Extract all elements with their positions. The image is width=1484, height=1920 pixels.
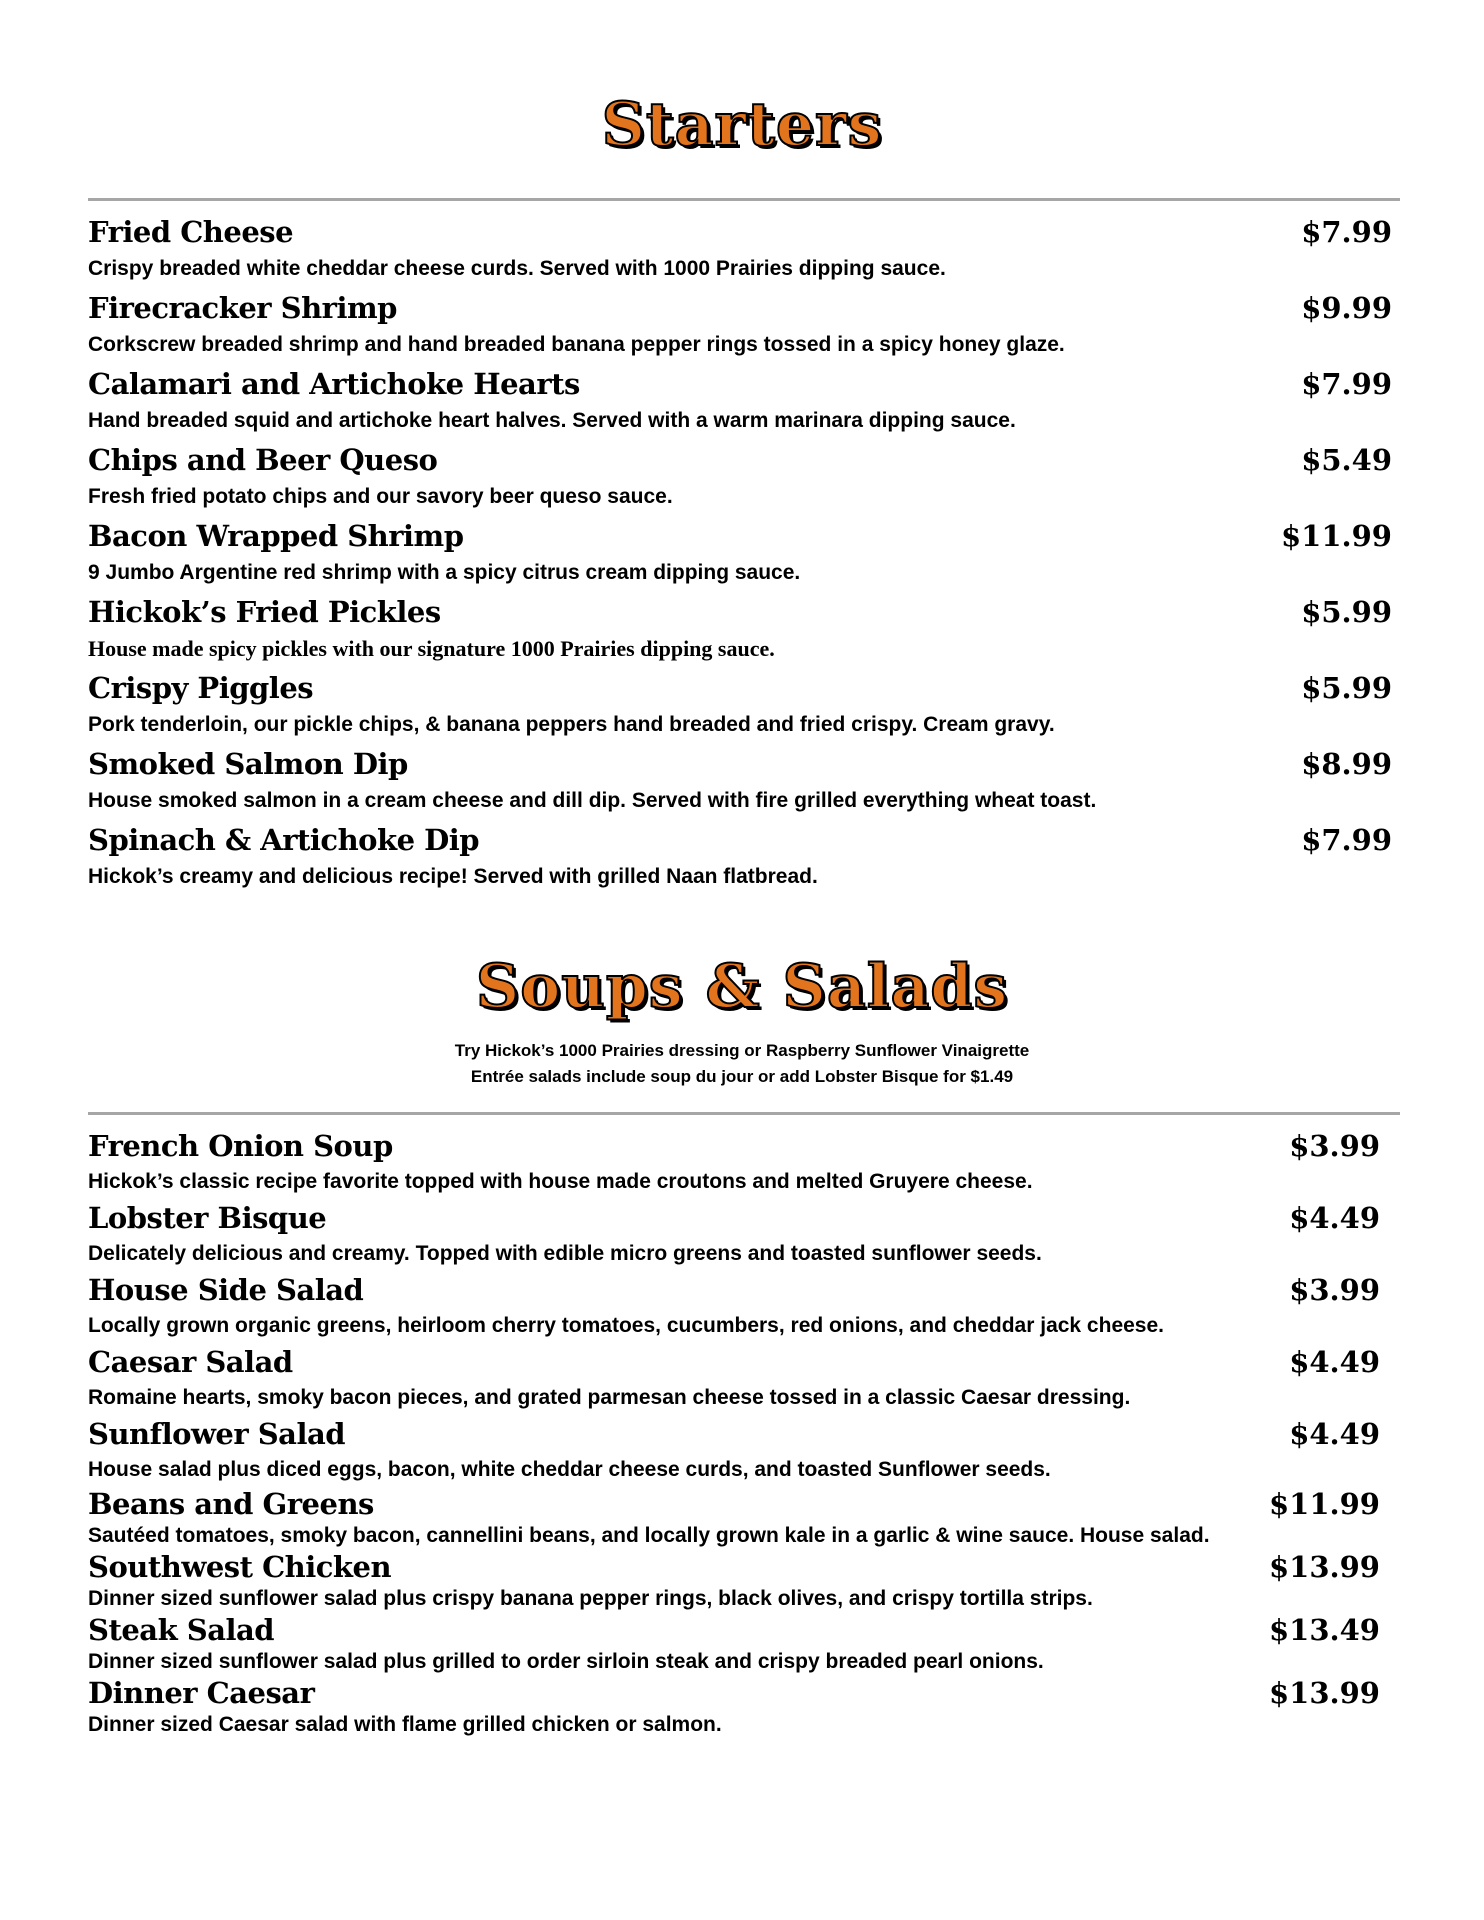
- item-price: $9.99: [1301, 291, 1392, 325]
- item-description: House made spicy pickles with our signature 1000 Prairies dipping sauce.: [88, 636, 775, 661]
- item-name: Chips and Beer Queso: [88, 443, 438, 477]
- menu-item: [88, 1270, 1400, 1342]
- starters-divider: [88, 198, 1400, 201]
- item-price: $4.49: [1289, 1345, 1380, 1379]
- item-description: Hickok’s creamy and delicious recipe! Served with grilled Naan flatbread.: [88, 865, 818, 888]
- menu-item: [88, 440, 1400, 516]
- item-price: $13.49: [1269, 1613, 1380, 1647]
- item-name: Spinach & Artichoke Dip: [88, 823, 480, 857]
- menu-item: [88, 1126, 1400, 1198]
- item-price: $7.99: [1301, 367, 1392, 401]
- item-price: $4.49: [1289, 1201, 1380, 1235]
- menu-item: [88, 288, 1400, 364]
- item-price: $5.99: [1301, 595, 1392, 629]
- item-name: Sunflower Salad: [88, 1417, 346, 1451]
- item-name: Beans and Greens: [88, 1487, 374, 1521]
- item-price: $13.99: [1269, 1550, 1380, 1584]
- soups-salads-title: Soups & Salads: [475, 952, 1009, 1022]
- soups-salads-list: [88, 1126, 1400, 1738]
- item-description: Locally grown organic greens, heirloom cherry tomatoes, cucumbers, red onions, and cheddar jack cheese.: [88, 1314, 1164, 1337]
- item-price: $5.99: [1301, 671, 1392, 705]
- item-price: $7.99: [1301, 215, 1392, 249]
- item-description: Romaine hearts, smoky bacon pieces, and grated parmesan cheese tossed in a classic Caesar dressing.: [88, 1386, 1131, 1409]
- menu-item: [88, 1675, 1400, 1738]
- entree-note-line: Entrée salads include soup du jour or add Lobster Bisque for $1.49: [470, 1067, 1014, 1086]
- item-name: Smoked Salmon Dip: [88, 747, 408, 781]
- item-name: Hickok’s Fried Pickles: [88, 595, 441, 629]
- item-name: Dinner Caesar: [88, 1676, 315, 1710]
- menu-item: [88, 592, 1400, 668]
- menu-item: [88, 212, 1400, 288]
- item-description: Dinner sized Caesar salad with flame grilled chicken or salmon.: [88, 1713, 722, 1736]
- item-description: Sautéed tomatoes, smoky bacon, cannellini beans, and locally grown kale in a garlic & wine sauce. House salad.: [88, 1524, 1210, 1547]
- item-name: Lobster Bisque: [88, 1201, 327, 1235]
- dressing-note: [0, 1038, 1484, 1090]
- item-price: $13.99: [1269, 1676, 1380, 1710]
- item-price: $3.99: [1289, 1273, 1380, 1307]
- item-description: Hickok’s classic recipe favorite topped with house made croutons and melted Gruyere cheese.: [88, 1170, 1033, 1193]
- menu-item: [88, 1486, 1400, 1549]
- item-description: Dinner sized sunflower salad plus grilled to order sirloin steak and crispy breaded pearl onions.: [88, 1650, 1044, 1673]
- item-description: House smoked salmon in a cream cheese and dill dip. Served with fire grilled everything wheat toast.: [88, 789, 1097, 812]
- soups-salads-divider: [88, 1112, 1400, 1115]
- item-name: Southwest Chicken: [88, 1550, 392, 1584]
- item-name: Steak Salad: [88, 1613, 275, 1647]
- item-price: $8.99: [1301, 747, 1392, 781]
- item-price: $11.99: [1269, 1487, 1380, 1521]
- item-name: Fried Cheese: [88, 215, 294, 249]
- item-price: $3.99: [1289, 1129, 1380, 1163]
- menu-item: [88, 820, 1400, 896]
- menu-item: [88, 1342, 1400, 1414]
- item-description: Pork tenderloin, our pickle chips, & banana peppers hand breaded and fried crispy. Cream gravy.: [88, 713, 1055, 736]
- menu-item: [88, 1414, 1400, 1486]
- item-description: House salad plus diced eggs, bacon, white cheddar cheese curds, and toasted Sunflower seeds.: [88, 1458, 1051, 1481]
- item-name: Calamari and Artichoke Hearts: [88, 367, 580, 401]
- item-description: Dinner sized sunflower salad plus crispy banana pepper rings, black olives, and crispy tortilla strips.: [88, 1587, 1093, 1610]
- item-name: Firecracker Shrimp: [88, 291, 397, 325]
- menu-item: [88, 1198, 1400, 1270]
- menu-item: [88, 1612, 1400, 1675]
- menu-item: [88, 364, 1400, 440]
- item-name: Bacon Wrapped Shrimp: [88, 519, 464, 553]
- menu-item: [88, 668, 1400, 744]
- item-price: $7.99: [1301, 823, 1392, 857]
- menu-item: [88, 1549, 1400, 1612]
- item-price: $5.49: [1301, 443, 1392, 477]
- menu-item: [88, 516, 1400, 592]
- item-description: Hand breaded squid and artichoke heart halves. Served with a warm marinara dipping sauce.: [88, 409, 1016, 432]
- item-price: $11.99: [1281, 519, 1392, 553]
- item-price: $4.49: [1289, 1417, 1380, 1451]
- item-description: Corkscrew breaded shrimp and hand breaded banana pepper rings tossed in a spicy honey glaze.: [88, 333, 1065, 356]
- item-name: Crispy Piggles: [88, 671, 314, 705]
- dressing-note-line: Try Hickok’s 1000 Prairies dressing or Raspberry Sunflower Vinaigrette: [454, 1041, 1030, 1060]
- starters-list: [88, 212, 1400, 896]
- item-description: Delicately delicious and creamy. Topped with edible micro greens and toasted sunflower seeds.: [88, 1242, 1042, 1265]
- item-description: 9 Jumbo Argentine red shrimp with a spicy citrus cream dipping sauce.: [88, 561, 801, 584]
- item-name: House Side Salad: [88, 1273, 364, 1307]
- menu-item: [88, 744, 1400, 820]
- starters-title: Starters: [601, 90, 883, 160]
- item-description: Crispy breaded white cheddar cheese curds. Served with 1000 Prairies dipping sauce.: [88, 257, 946, 280]
- item-name: Caesar Salad: [88, 1345, 293, 1379]
- item-description: Fresh fried potato chips and our savory beer queso sauce.: [88, 485, 673, 508]
- item-name: French Onion Soup: [88, 1129, 393, 1163]
